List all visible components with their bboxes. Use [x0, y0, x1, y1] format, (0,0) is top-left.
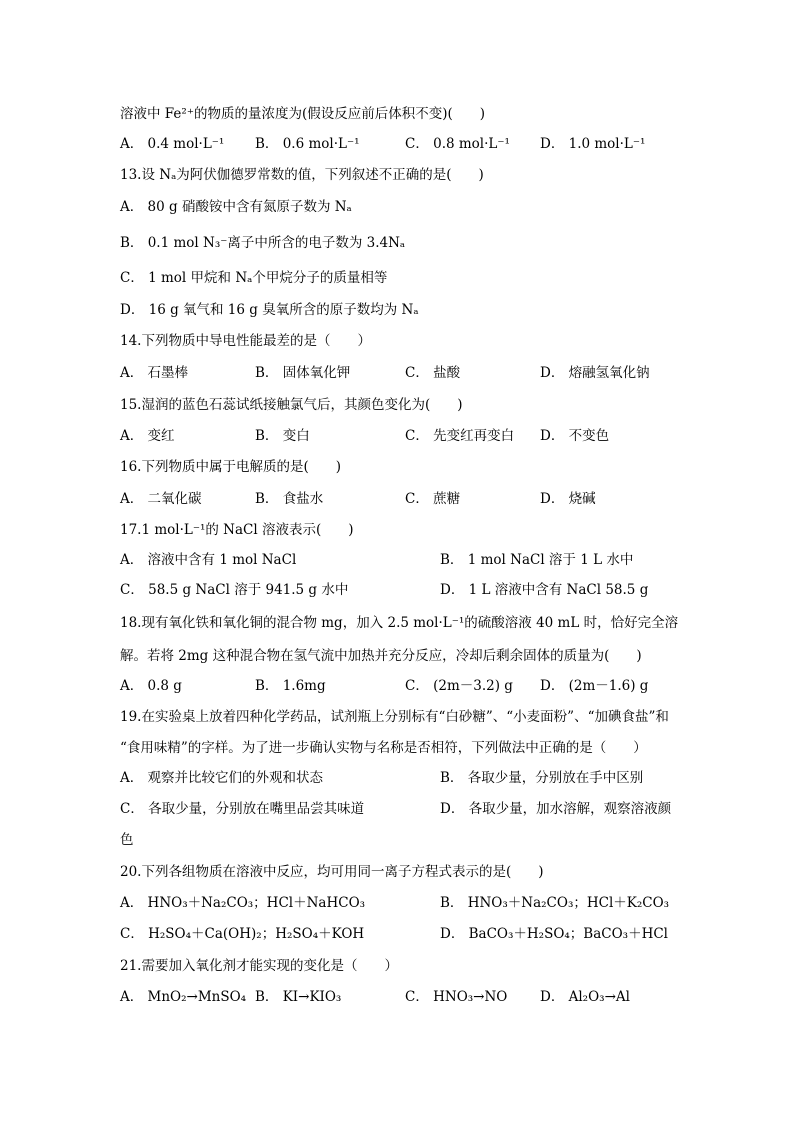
option-b: B． 固体氧化钾 — [255, 365, 351, 381]
option-b: B． 1.6mg — [255, 678, 326, 694]
text-line: 17.1 mol·L⁻¹的 NaCl 溶液表示( ) — [120, 522, 354, 538]
option-0: C． 58.5 g NaCl 溶于 941.5 g 水中 — [120, 582, 349, 598]
option-1: B． 1 mol NaCl 溶于 1 L 水中 — [440, 552, 634, 568]
option-d: D． 1.0 mol·L⁻¹ — [540, 136, 646, 152]
option-a: A． 变红 — [120, 428, 175, 444]
option-a: A． 0.4 mol·L⁻¹ — [120, 136, 225, 152]
option-0: A． 观察并比较它们的外观和状态 — [120, 770, 324, 786]
text-line: “食用味精”的字样。为了进一步确认实物与名称是否相符，下列做法中正确的是（ ） — [120, 740, 647, 756]
option-b: B． 食盐水 — [255, 491, 324, 507]
option-0: C． H₂SO₄＋Ca(OH)₂；H₂SO₄＋KOH — [120, 926, 365, 942]
option-c: C． 0.8 mol·L⁻¹ — [405, 136, 510, 152]
text-line: D． 16 g 氧气和 16 g 臭氧所含的原子数均为 Nₐ — [120, 302, 419, 318]
option-c: C． 盐酸 — [405, 365, 461, 381]
option-0: C． 各取少量，分别放在嘴里品尝其味道 — [120, 801, 365, 817]
text-line: A． 80 g 硝酸铵中含有氮原子数为 Nₐ — [120, 199, 352, 215]
option-0: A． 溶液中含有 1 mol NaCl — [120, 552, 297, 568]
option-b: B． KI→KIO₃ — [255, 989, 342, 1005]
text-line: 20.下列各组物质在溶液中反应，均可用同一离子方程式表示的是( ) — [120, 864, 544, 880]
option-a: A． MnO₂→MnSO₄ — [120, 989, 247, 1005]
option-c: C． HNO₃→NO — [405, 989, 508, 1005]
option-1: D． BaCO₃＋H₂SO₄；BaCO₃＋HCl — [440, 926, 669, 942]
option-1: B． HNO₃＋Na₂CO₃；HCl＋K₂CO₃ — [440, 895, 670, 911]
option-1: D． 各取少量，加水溶解，观察溶液颜 — [440, 801, 672, 817]
text-line: 解。若将 2mg 这种混合物在氢气流中加热并充分反应，冷却后剩余固体的质量为( ) — [120, 648, 642, 664]
option-b: B． 0.6 mol·L⁻¹ — [255, 136, 360, 152]
text-line: 溶液中 Fe²⁺的物质的量浓度为(假设反应前后体积不变)( ) — [120, 106, 486, 122]
option-d: D． 烧碱 — [540, 491, 596, 507]
option-c: C． 先变红再变白 — [405, 428, 515, 444]
option-c: C． 蔗糖 — [405, 491, 461, 507]
text-line: 13.设 Nₐ为阿伏伽德罗常数的值，下列叙述不正确的是( ) — [120, 167, 484, 183]
option-0: A． HNO₃＋Na₂CO₃；HCl＋NaHCO₃ — [120, 895, 366, 911]
text-line: 19.在实验桌上放着四种化学药品，试剂瓶上分别标有“白砂糖”、“小麦面粉”、“加碘食盐”和 — [120, 709, 669, 725]
text-line: 16.下列物质中属于电解质的是( ) — [120, 459, 342, 475]
option-1: B． 各取少量，分别放在手中区别 — [440, 770, 644, 786]
text-line: 15.湿润的蓝色石蕊试纸接触氯气后，其颜色变化为( ) — [120, 397, 463, 413]
text-line: C． 1 mol 甲烷和 Nₐ个甲烷分子的质量相等 — [120, 270, 388, 286]
option-c: C． (2m－3.2) g — [405, 678, 513, 694]
option-b: B． 变白 — [255, 428, 310, 444]
option-d: D． 熔融氢氧化钠 — [540, 365, 650, 381]
option-1: D． 1 L 溶液中含有 NaCl 58.5 g — [440, 582, 649, 598]
text-line: 色 — [120, 832, 134, 848]
option-a: A． 0.8 g — [120, 678, 182, 694]
text-line: 21.需要加入氧化剂才能实现的变化是（ ） — [120, 958, 398, 974]
option-a: A． 二氧化碳 — [120, 491, 202, 507]
text-line: 18.现有氧化铁和氧化铜的混合物 mg，加入 2.5 mol·L⁻¹的硫酸溶液 40 mL 时，恰好完全溶 — [120, 615, 679, 631]
option-a: A． 石墨棒 — [120, 365, 189, 381]
option-d: D． Al₂O₃→Al — [540, 989, 630, 1005]
option-d: D． 不变色 — [540, 428, 610, 444]
text-line: B． 0.1 mol N₃⁻离子中所含的电子数为 3.4Nₐ — [120, 235, 406, 251]
option-d: D． (2m－1.6) g — [540, 678, 649, 694]
text-line: 14.下列物质中导电性能最差的是（ ） — [120, 333, 371, 349]
